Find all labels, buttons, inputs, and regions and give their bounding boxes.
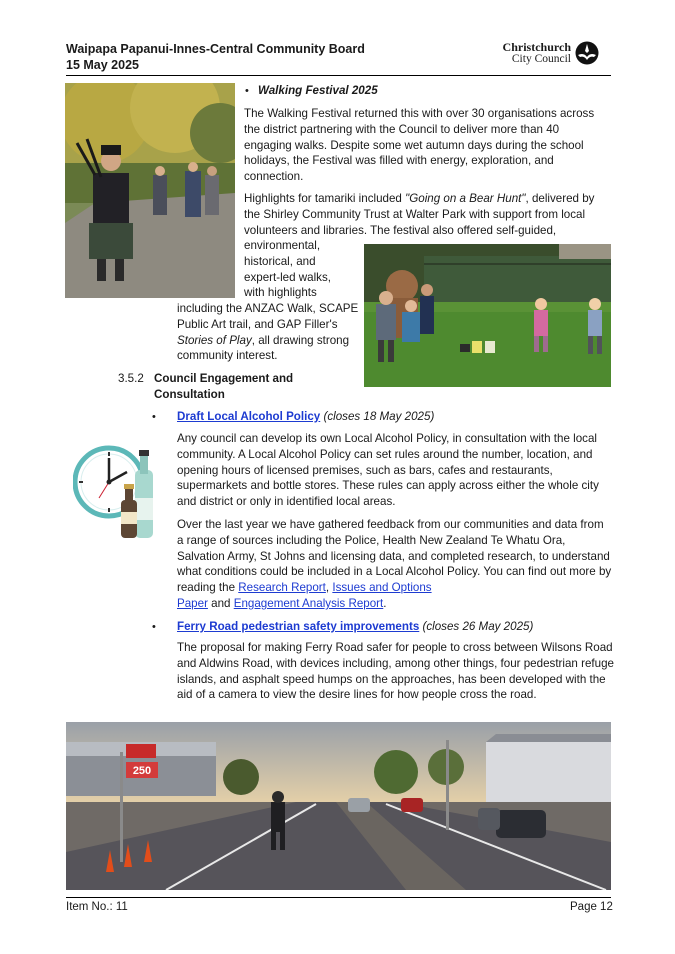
street-sign-number: 250 (132, 765, 152, 777)
ferry-road-heading (177, 619, 533, 635)
ferry-road-closes: (closes 26 May 2025) (422, 620, 534, 633)
alcohol-policy-paragraph-1: Any council can develop its own Local Alcohol Policy, in consultation with the local community. A Local Alcohol Policy can set rules around the number, location, and opening hours of licensed premises, such as bars, cafes and restaurants, supermarkets and bottle stores. These rules can apply across either the whole city and district or only in identified local areas. (177, 432, 599, 509)
walking-festival-wrap-text-2: including the ANZAC Walk, SCAPE Public Art trail, and GAP Filler's Stories of Play, all drawing strong community interest. (177, 302, 359, 363)
header-rule (66, 75, 611, 76)
ferry-road-paragraph: The proposal for making Ferry Road safer for people to cross between Wilsons Road and Aldwins Road, with devices including, among other things, four pedestrian refuge islands, and asphalt speed humps on the approaches, has been developed with the aid of a camera to view the desire lines for how people cross the road. (177, 641, 614, 702)
item-number: Item No.: 11 (66, 901, 128, 913)
board-name: Waipapa Papanui-Innes-Central Community Board (66, 42, 365, 56)
meeting-date: 15 May 2025 (66, 58, 139, 72)
alcohol-policy-heading (177, 409, 434, 425)
walking-festival-paragraph-1: The Walking Festival returned this with over 30 organisations across the district partnering with the Council to deliver more than 40 engaging walks. Despite some wet autumn days during the school holidays, the Festival was filled with energy, exploration, and connection. (244, 107, 595, 184)
alcohol-policy-closes: (closes 18 May 2025) (323, 410, 435, 423)
council-logo (497, 41, 612, 69)
walking-festival-heading: Walking Festival 2025 (258, 84, 378, 97)
photo-bagpiper-walk (65, 83, 235, 298)
research-report-link[interactable]: Research Report (238, 581, 326, 595)
section-title: Council Engagement and Consultation (154, 372, 294, 401)
board-title (66, 41, 365, 73)
photo-ferry-road (66, 722, 611, 890)
bullet: • (152, 621, 156, 633)
logo-line-1: Christchurch (502, 40, 571, 54)
footer-rule (66, 897, 611, 898)
bullet: • (245, 85, 249, 97)
alcohol-policy-paragraph-2: Over the last year we have gathered feedback from our communities and data from a range of sources including the Police, Health New Zealand Te Whatu Ora, Salvation Army, St Johns and licensing data, and completed research, to understand what conditions could be included in a Local Alcohol Policy. You can find out more by reading the Research Report, Issues and Options Paper and Engagement Analysis Report. (177, 518, 612, 610)
council-emblem-icon (575, 41, 599, 65)
walking-festival-wrap-text: environmental, historical, and expert-led walks, with highlights (244, 239, 331, 300)
issues-options-paper-link[interactable]: Issues and Options Paper (177, 581, 432, 610)
clock-bottles-illustration (73, 442, 163, 542)
draft-alcohol-policy-link[interactable]: Draft Local Alcohol Policy (177, 410, 321, 423)
bullet: • (152, 411, 156, 423)
engagement-analysis-report-link[interactable]: Engagement Analysis Report (233, 596, 384, 610)
section-number: 3.5.2 (118, 372, 144, 385)
page-number: Page 12 (570, 901, 613, 913)
photo-bear-hunt (364, 244, 611, 387)
ferry-road-safety-link[interactable]: Ferry Road pedestrian safety improvements (177, 620, 420, 633)
logo-line-2: City Council (511, 53, 571, 65)
walking-festival-paragraph-2: Highlights for tamariki included "Going on a Bear Hunt", delivered by the Shirley Community Trust at Walter Park with support from local volunteers and libraries. The festival also offered self-guided, (244, 192, 595, 237)
